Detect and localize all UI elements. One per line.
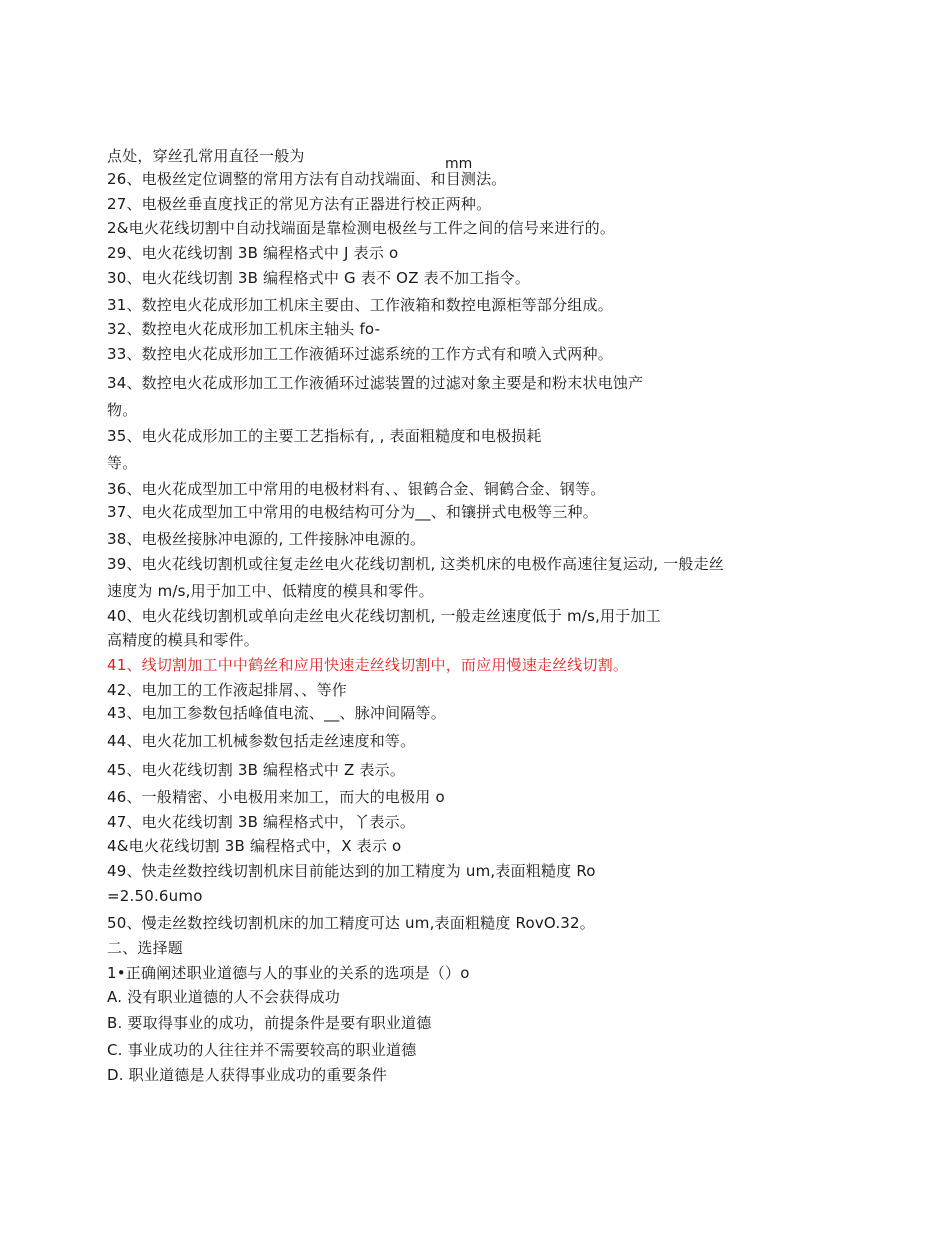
text-line-44: 44、电火花加工机械参数包括走丝速度和等。 (107, 732, 416, 750)
text-line-32: 32、数控电火花成形加工机床主轴头 fo- (107, 320, 381, 338)
text-line-39: 39、电火花线切割机或往复走丝电火花线切割机, 这类机床的电极作高速往复运动, 一般走丝 (107, 555, 724, 573)
text-line-38: 38、电极丝接脉冲电源的, 工件接脉冲电源的。 (107, 530, 426, 548)
option-d: D. 职业道德是人获得事业成功的重要条件 (107, 1066, 388, 1084)
text-line-34: 34、数控电火花成形加工工作液循环过滤装置的过滤对象主要是和粉末状电蚀产 (107, 374, 644, 392)
text-line-41-highlighted: 41、线切割加工中中鹤丝和应用快速走丝线切割中，而应用慢速走丝线切割。 (107, 656, 629, 674)
text-line-27: 27、电极丝垂直度找正的常见方法有正器进行校正两种。 (107, 195, 492, 213)
text-line-47: 47、电火花线切割 3B 编程格式中，丫表示。 (107, 813, 416, 831)
text-line-37: 37、电火花成型加工中常用的电极结构可分为__、和镶拼式电极等三种。 (107, 503, 598, 521)
text-line-35: 35、电火花成形加工的主要工艺指标有, , 表面粗糙度和电极损耗 (107, 427, 542, 445)
text-line-36: 36、电火花成型加工中常用的电极材料有、、银鹤合金、铜鹤合金、钢等。 (107, 480, 606, 498)
question-1: 1•正确阐述职业道德与人的事业的关系的选项是（）o (107, 964, 470, 982)
option-c: C. 事业成功的人往往并不需要较高的职业道德 (107, 1041, 417, 1059)
text-line-46: 46、一般精密、小电极用来加工，而大的电极用 o (107, 788, 445, 806)
text-line-33: 33、数控电火花成形加工工作液循环过滤系统的工作方式有和喷入式两种。 (107, 345, 613, 363)
text-line-49: 49、快走丝数控线切割机床目前能达到的加工精度为 um,表面粗糙度 Ro (107, 862, 596, 880)
text-line-40: 40、电火花线切割机或单向走丝电火花线切割机, 一般走丝速度低于 m/s,用于加工 (107, 607, 661, 625)
text-line-43: 43、电加工参数包括峰值电流、__、脉冲间隔等。 (107, 704, 446, 722)
option-b: B. 要取得事业的成功，前提条件是要有职业道德 (107, 1014, 432, 1032)
text-line-30: 30、电火花线切割 3B 编程格式中 G 表不 OZ 表不加工指令。 (107, 269, 531, 287)
unit-mm-label: mm (445, 156, 473, 172)
text-line-35-cont: 等。 (107, 454, 138, 472)
text-line-40-cont: 高精度的模具和零件。 (107, 631, 260, 649)
text-line-42: 42、电加工的工作液起排屑、、等作 (107, 681, 347, 699)
text-line-50: 50、慢走丝数控线切割机床的加工精度可达 um,表面粗糙度 RovO.32。 (107, 914, 595, 932)
text-line-45: 45、电火花线切割 3B 编程格式中 Z 表示。 (107, 761, 406, 779)
section-heading-choice: 二、选择题 (107, 939, 184, 957)
option-a: A. 没有职业道德的人不会获得成功 (107, 988, 340, 1006)
text-line-34-cont: 物。 (107, 401, 138, 419)
text-line-49-cont: =2.50.6umo (107, 887, 203, 905)
text-line-26: 26、电极丝定位调整的常用方法有自动找端面、和目测法。 (107, 170, 507, 188)
text-line-31: 31、数控电火花成形加工机床主要由、工作液箱和数控电源柜等部分组成。 (107, 296, 613, 314)
text-line-0: 点处，穿丝孔常用直径一般为 (107, 147, 305, 165)
text-line-29: 29、电火花线切割 3B 编程格式中 J 表示 o (107, 244, 399, 262)
text-line-39-cont: 速度为 m/s,用于加工中、低精度的模具和零件。 (107, 582, 434, 600)
text-line-48: 4&电火花线切割 3B 编程格式中，X 表示 o (107, 837, 402, 855)
text-line-28: 2&电火花线切割中自动找端面是靠检测电极丝与工件之间的信号来进行的。 (107, 219, 616, 237)
